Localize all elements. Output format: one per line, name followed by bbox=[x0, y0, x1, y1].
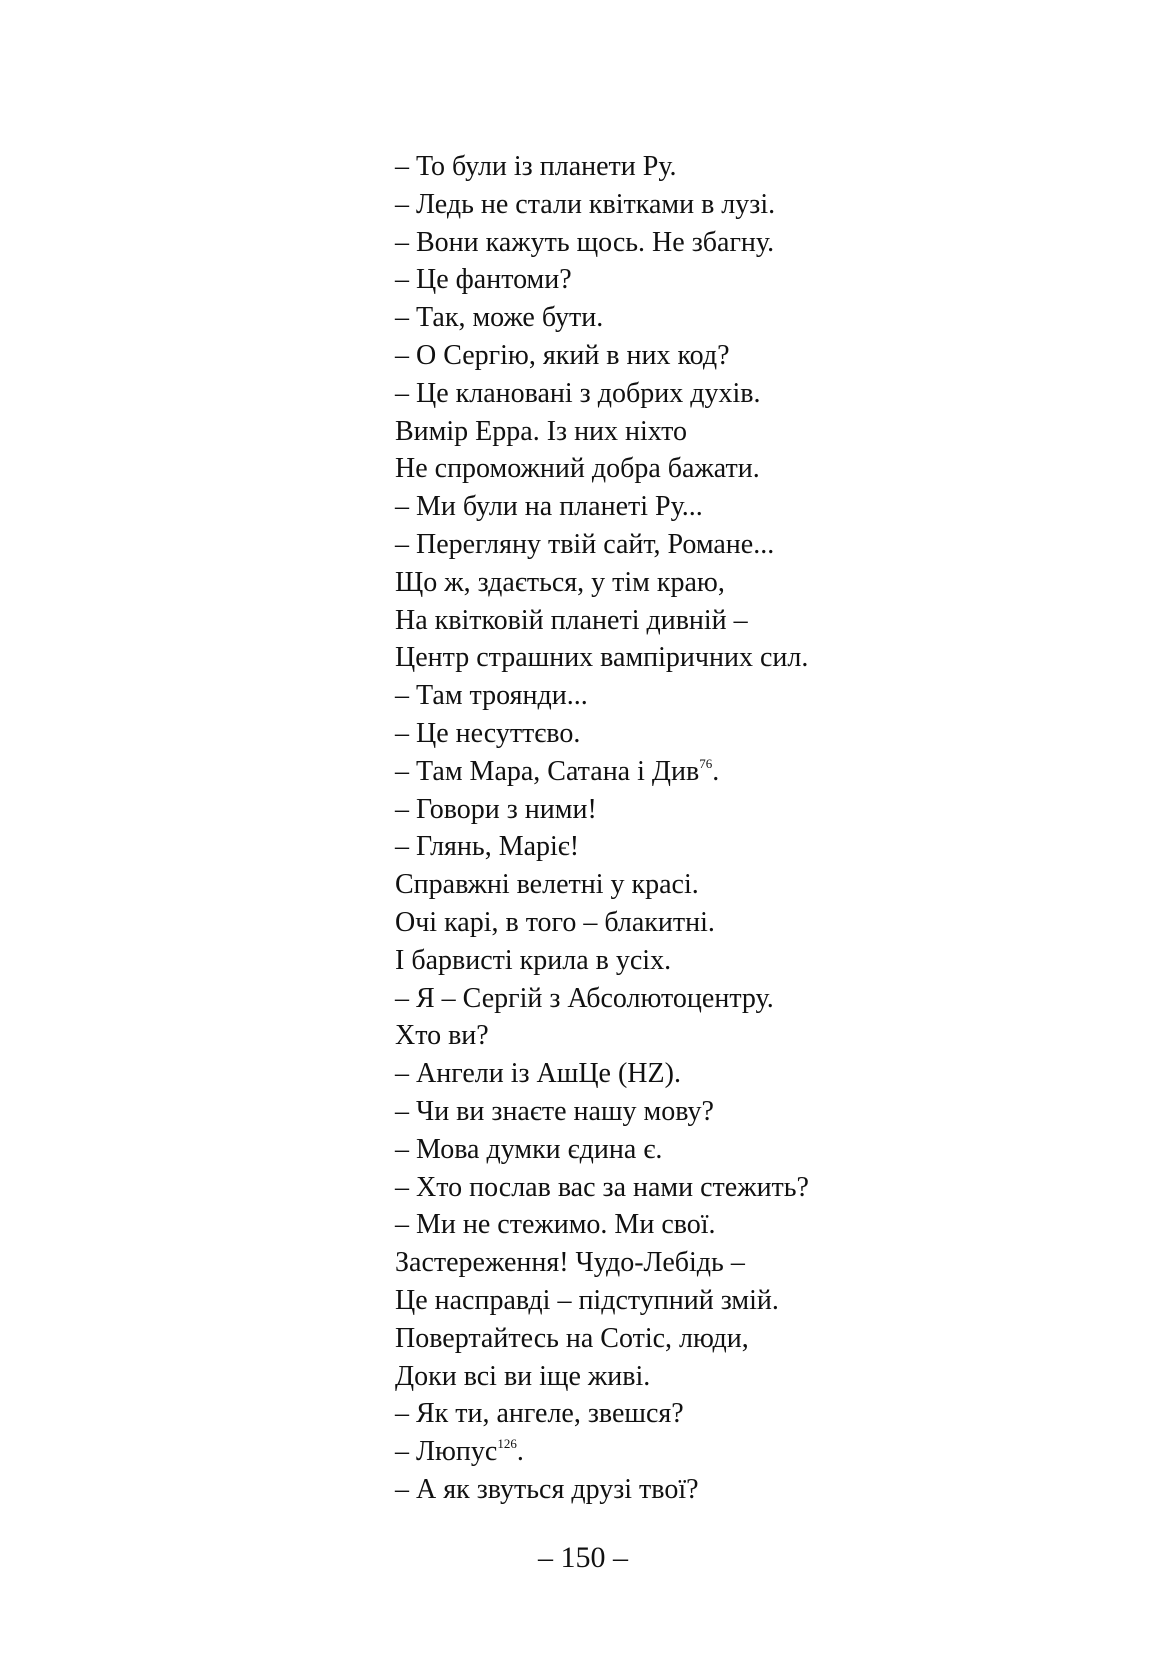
poem-line-text: Вимір Ерра. Із них ніхто bbox=[395, 415, 687, 447]
poem-line-text: – Це клановані з добрих духів. bbox=[395, 377, 761, 409]
poem-line bbox=[395, 715, 1095, 753]
poem-line-text: – Це несуттєво. bbox=[395, 717, 581, 749]
poem-line bbox=[395, 564, 1095, 602]
poem-line bbox=[395, 1131, 1095, 1169]
poem-line bbox=[395, 791, 1095, 829]
footnote-reference: 76 bbox=[699, 755, 713, 771]
poem-line bbox=[395, 526, 1095, 564]
poem-line bbox=[395, 1471, 1095, 1509]
poem-line bbox=[395, 1395, 1095, 1433]
poem-line-punctuation: . bbox=[712, 755, 720, 787]
poem-line-text: Хто ви? bbox=[395, 1020, 489, 1052]
poem-line-text: – Переглянy твій сайт, Романе... bbox=[395, 528, 775, 560]
poem-body bbox=[395, 148, 1095, 1509]
poem-line bbox=[395, 299, 1095, 337]
poem-line-text: – Ми були на планеті Ру... bbox=[395, 491, 703, 523]
poem-line-text: – Вони кажуть щось. Не збагну. bbox=[395, 226, 775, 258]
poem-line bbox=[395, 1206, 1095, 1244]
poem-line bbox=[395, 904, 1095, 942]
poem-line bbox=[395, 1244, 1095, 1282]
poem-line bbox=[395, 1169, 1095, 1207]
poem-line bbox=[395, 828, 1095, 866]
poem-line-text: – Це фантоми? bbox=[395, 264, 572, 296]
poem-line-text: – А як звуться друзі твої? bbox=[395, 1473, 699, 1505]
poem-line-text: – Говори з ними! bbox=[395, 793, 597, 825]
poem-line-text: Не спроможний добра бажати. bbox=[395, 453, 760, 485]
poem-line-text: – Глянь, Маріє! bbox=[395, 831, 580, 863]
page-number: – 150 – bbox=[538, 1541, 628, 1574]
poem-line bbox=[395, 639, 1095, 677]
poem-line bbox=[395, 450, 1095, 488]
poem-line bbox=[395, 413, 1095, 451]
poem-line-text: – Там троянди... bbox=[395, 680, 588, 712]
poem-line bbox=[395, 1358, 1095, 1396]
poem-line bbox=[395, 224, 1095, 262]
poem-line-text: – Там Мара, Сатана і Див bbox=[395, 755, 700, 787]
poem-line-text: – Ледь не стали квітками в лузі. bbox=[395, 188, 776, 220]
poem-line-text: – Так, може бути. bbox=[395, 302, 604, 334]
poem-line bbox=[395, 980, 1095, 1018]
poem-line bbox=[395, 337, 1095, 375]
poem-line bbox=[395, 488, 1095, 526]
poem-line-text: – Люпус bbox=[395, 1436, 498, 1468]
poem-line bbox=[395, 148, 1095, 186]
poem-line bbox=[395, 753, 1095, 791]
poem-line-text: Повертайтесь на Сотіс, люди, bbox=[395, 1322, 749, 1354]
poem-line bbox=[395, 677, 1095, 715]
poem-line-text: – Ангели із АшЦе (HZ). bbox=[395, 1058, 681, 1090]
poem-line bbox=[395, 866, 1095, 904]
poem-line-text: Очі карі, в того – блакитні. bbox=[395, 906, 715, 938]
poem-line-text: – О Сергію, який в них код? bbox=[395, 339, 730, 371]
poem-line-text: Що ж, здається, у тім краю, bbox=[395, 566, 725, 598]
poem-line-text: – Хто послав вас за нами стежить? bbox=[395, 1171, 809, 1203]
poem-line bbox=[395, 1017, 1095, 1055]
poem-line-text: – То були із планети Ру. bbox=[395, 151, 677, 182]
poem-line-text: – Як ти, ангеле, звешся? bbox=[395, 1398, 684, 1430]
footnote-reference: 126 bbox=[497, 1436, 517, 1452]
poem-line bbox=[395, 1093, 1095, 1131]
poem-line-text: І барвисті крила в усіх. bbox=[395, 944, 672, 976]
poem-line-text: Застереження! Чудо-Лебідь – bbox=[395, 1247, 745, 1279]
poem-line-text: – Я – Сергій з Абсолютоцентру. bbox=[395, 982, 774, 1014]
poem-line-text: Це насправді – підступний змій. bbox=[395, 1284, 779, 1316]
poem-line bbox=[395, 1320, 1095, 1358]
poem-line bbox=[395, 942, 1095, 980]
poem-line bbox=[395, 375, 1095, 413]
poem-line-text: На квітковій планеті дивній – bbox=[395, 604, 748, 636]
poem-line bbox=[395, 1282, 1095, 1320]
poem-line bbox=[395, 1055, 1095, 1093]
poem-line-text: – Мова думки єдина є. bbox=[395, 1133, 663, 1165]
poem-line-punctuation: . bbox=[516, 1436, 524, 1468]
poem-line-text: – Чи ви знаєте нашу мову? bbox=[395, 1095, 714, 1127]
poem-line bbox=[395, 186, 1095, 224]
poem-line-text: – Ми не стежимо. Ми свої. bbox=[395, 1209, 716, 1241]
poem-line-text: Справжні велетні у красі. bbox=[395, 869, 699, 901]
poem-line bbox=[395, 1433, 1095, 1471]
poem-line-text: Доки всі ви іще живі. bbox=[395, 1360, 651, 1392]
poem-line bbox=[395, 602, 1095, 640]
poem-line bbox=[395, 261, 1095, 299]
poem-line-text: Центр страшних вампіричних сил. bbox=[395, 642, 809, 674]
